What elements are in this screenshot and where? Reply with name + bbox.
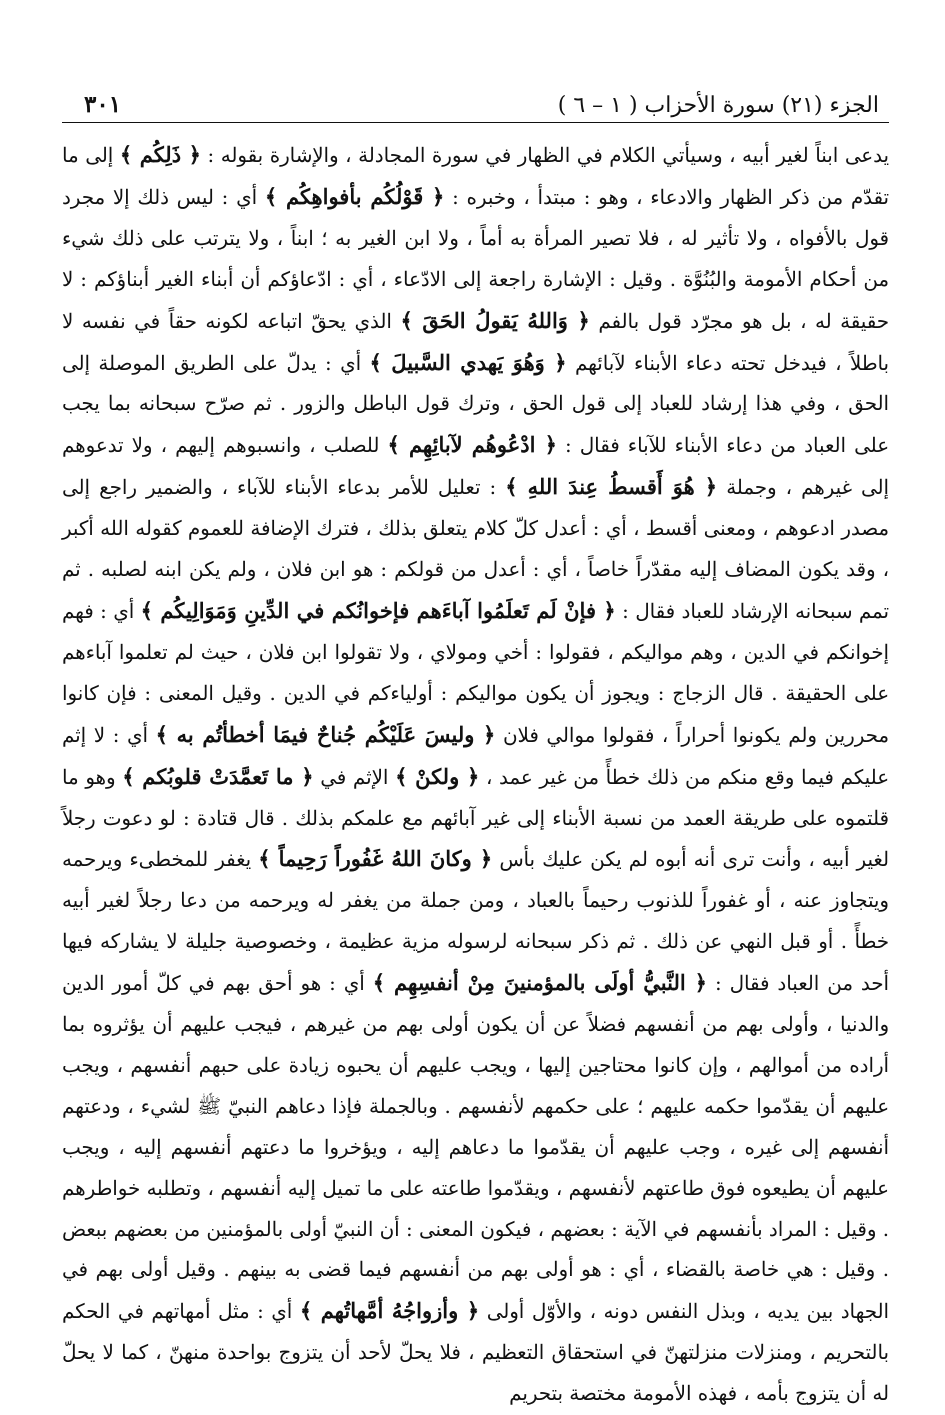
quran-quote: ﴿ وأزواجُهُ أمَّهاتُهم ﴾ bbox=[299, 1298, 480, 1324]
commentary-text: الذي يحقّ اتباعه لكونه حقاً في نفسه لا باطلاً ، فيدخل تحته دعاء الأبناء لآبائهم bbox=[62, 309, 889, 375]
commentary-text: أي : يدلّ على الطريق الموصلة إلى الحق ، وفي هذا إرشاد للعباد إلى قول الحق ، وترك قول الباطل والزور . ثم صرّح سبحانه بما يجب على العباد من دعاء الأبناء للآباء فقال : bbox=[62, 351, 889, 458]
quran-quote: ﴿ وَهُوَ يَهدي السَّبيلَ ﴾ bbox=[369, 349, 567, 375]
quran-quote: ﴿ فإنْ لَم تَعلَمُوا آباءَهم فإخوانُكم في الدِّينِ وَمَوَالِيكُم ﴾ bbox=[140, 597, 616, 623]
page-number: ٣٠١ bbox=[84, 91, 122, 118]
page-header bbox=[62, 78, 889, 123]
commentary-text: وهو ما قلتموه على طريقة العمد من نسبة الأبناء إلى غير آبائهم مع علمكم بذلك . قال قتادة : لو دعوت رجلاً لغير أبيه ، وأنت ترى أنه أبوه لم يكن عليك بأس bbox=[62, 765, 890, 872]
commentary-body bbox=[62, 135, 889, 1415]
quran-quote: ﴿ ادْعُوهُم لآبائِهِم ﴾ bbox=[387, 432, 557, 458]
quran-quote: ﴿ هُوَ أَقسطُ عِندَ اللهِ ﴾ bbox=[505, 474, 718, 500]
commentary-text: يدعى ابناً لغير أبيه ، وسيأتي الكلام في الظهار في سورة المجادلة ، والإشارة بقوله : bbox=[200, 144, 889, 167]
commentary-text: الإثم في bbox=[313, 765, 396, 789]
commentary-text: يغفر للمخطىء ويرحمه ويتجاوز عنه ، أو غفوراً للذنوب رحيماً بالعباد ، ومن جملة من يغفر له ويرحمه من دعا رجلاً لغير أبيه خطأً . أو قبل النهي عن ذلك . ثم ذكر سبحانه لرسوله مزية عظيمة ، وخصوصية جليلة لا يشاركه فيها أحد من العباد فقال : bbox=[62, 848, 889, 996]
commentary-text: إلى ما تقدّم من ذكر الظهار والادعاء ، وهو : مبتدأ ، وخبره : bbox=[62, 144, 889, 209]
quran-quote: ﴿ ولكنْ ﴾ bbox=[395, 763, 480, 789]
quran-quote: ﴿ وَاللهُ يَقولُ الحَقَ ﴾ bbox=[400, 307, 590, 333]
commentary-text: أي : فهم إخوانكم في الدين ، وهم مواليكم ، فقولوا : أخي ومولاي ، ولا تقولوا ابن فلان ، حيث لم تعلموا آباءهم على الحقيقة . قال الزجاج : ويجوز أن يكون مواليكم : أولياءكم في الدين . وقيل المعنى : فإن كانوا محررين ولم يكونوا أحراراً ، فقولوا موالي فلان bbox=[62, 599, 889, 747]
commentary-text: للصلب ، وانسبوهم إليهم ، ولا تدعوهم إلى غيرهم ، وجملة bbox=[62, 434, 889, 500]
quran-quote: ﴿ وكانَ اللهُ غَفُوراً رَحِيماً ﴾ bbox=[258, 846, 493, 872]
running-head: الجزء (٢١) سورة الأحزاب ( ١ – ٦ ) bbox=[557, 93, 879, 118]
commentary-text: أي : مثل أمهاتهم في الحكم بالتحريم ، ومنزلات منزلتهنّ في استحقاق التعظيم ، فلا يحلّ لأحد أن يتزوج بواحدة منهنّ ، كما لا يحلّ له أن يتزوج بأمه ، فهذه الأمومة مختصة بتحريم bbox=[62, 1300, 889, 1406]
commentary-text: أي : هو أحق بهم في كلّ أمور الدين والدنيا ، وأولى بهم من أنفسهم فضلاً عن أن يكون أولى بهم من غيرهم ، فيجب عليهم أن يؤثروه بما أراده من أموالهم ، وإن كانوا محتاجين إليها ، ويجب عليهم أن يحبوه زيادة على حبهم أنفسهم ، ويجب عليهم أن يقدّموا حكمه عليهم ؛ على حكمهم لأنفسهم . وبالجملة فإذا دعاهم النبيّ ﷺ لشيء ، ودعتهم أنفسهم إلى غيره ، وجب عليهم أن يقدّموا ما دعاهم إليه ، ويؤخروا ما دعتهم أنفسهم إليه ، ويجب عليهم أن يطيعوه فوق طاعتهم لأنفسهم ، ويقدّموا طاعته على ما تميل إليه أنفسهم ، وتطلبه خواطرهم . وقيل : المراد بأنفسهم في الآية : بعضهم ، فيكون المعنى : أن النبيّ أولى بالمؤمنين من بعضهم ببعض . وقيل : هي خاصة بالقضاء ، أي : هو أولى بهم من أنفسهم فيما قضى به بينهم . وقيل أولى بهم في الجهاد بين يديه ، وبذل النفس دونه ، والأوّل أولى bbox=[62, 972, 889, 1324]
quran-quote: ﴿ ذَلِكُم ﴾ bbox=[119, 142, 201, 167]
quran-quote: ﴿ النَّبيُّ أولَى بالمؤمنينَ مِنْ أنفسِهِم ﴾ bbox=[372, 970, 707, 996]
quran-quote: ﴿ قَوْلُكُم بأفواهِكُم ﴾ bbox=[264, 183, 445, 209]
text-paragraph bbox=[62, 135, 889, 1415]
commentary-text: أي : لا إثم عليكم فيما وقع منكم من ذلك خطأً من غير عمد ، bbox=[62, 723, 889, 789]
quran-quote: ﴿ وليسَ عَلَيْكُم جُناحٌ فيمَا أخطأتُم به ﴾ bbox=[155, 721, 496, 747]
quran-quote: ﴿ ما تَعمَّدَتْ قلوبُكم ﴾ bbox=[122, 763, 314, 789]
commentary-text: أي : ليس ذلك إلا مجرد قول بالأفواه ، ولا تأثير له ، فلا تصير المرأة به أماً ، ولا ابن الغير به ؛ ابناً ، ولا يترتب على ذلك شيء من أحكام الأمومة والبُنُوَّة . وقيل : الإشارة راجعة إلى الادّعاء ، أي : ادّعاؤكم أن أبناء الغير أبناؤكم : لا حقيقة له ، بل هو مجرّد قول بالفم bbox=[62, 185, 889, 333]
commentary-text: : تعليل للأمر بدعاء الأبناء للآباء ، والضمير راجع إلى مصدر ادعوهم ، ومعنى أقسط ، أي : أعدل كلّ كلام يتعلق بذلك ، فترك الإضافة للعموم كقوله الله أكبر ، وقد يكون المضاف إليه مقدّراً خاصاً ، أي : أعدل من قولكم : هو ابن فلان ، ولم يكن ابنه لصلبه . ثم تمم سبحانه الإرشاد للعباد فقال : bbox=[62, 476, 889, 623]
